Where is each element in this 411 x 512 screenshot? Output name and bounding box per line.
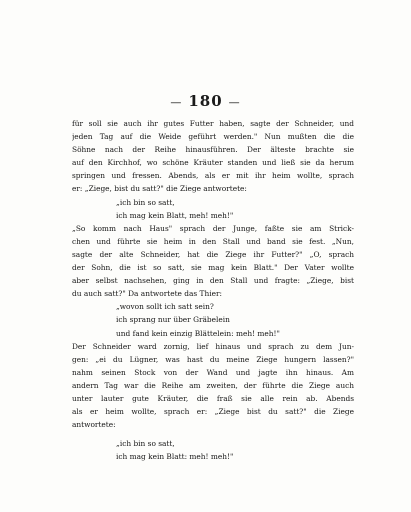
- verse-line: „ich bin so satt,: [116, 197, 175, 207]
- text-line: auf den Kirchhof, wo schöne Kräuter standen und ließ sie da herum: [72, 158, 354, 168]
- verse-line: „wovon sollt ich satt sein?: [116, 302, 214, 312]
- text-line: als er heim wollte, sprach er: „Ziege bist du satt?" die Ziege: [72, 407, 354, 417]
- text-line: springen und fressen. Abends, als er mit ihr heim wollte, sprach: [72, 171, 354, 181]
- text-line: Söhne nach der Reihe hinausführen. Der älteste brachte sie: [72, 145, 354, 155]
- header-dash-left: —: [170, 95, 183, 109]
- text-line: chen und führte sie heim in den Stall und band sie fest. „Nun,: [72, 236, 354, 246]
- text-line: du auch satt?" Da antwortete das Thier:: [72, 289, 222, 299]
- page-number-header: [0, 92, 411, 110]
- verse-line: ich sprang nur über Gräbelein: [116, 315, 230, 325]
- text-line: aber selbst nachsehen, ging in den Stall und fragte: „Ziege, bist: [72, 276, 354, 286]
- page-number: 180: [188, 92, 223, 110]
- text-line: antwortete:: [72, 420, 116, 430]
- text-line: unter lauter gute Kräuter, die fraß sie alle rein ab. Abends: [72, 393, 354, 403]
- text-line: gen: „ei du Lügner, was hast du meine Ziege hungern lassen?": [72, 354, 354, 364]
- verse-line: ich mag kein Blatt: meh! meh!": [116, 452, 234, 462]
- text-line: andern Tag war die Reihe am zweiten, der führte die Ziege auch: [72, 380, 354, 390]
- text-line: Der Schneider ward zornig, lief hinaus und sprach zu dem Jun-: [72, 341, 354, 351]
- text-line: jeden Tag auf die Weide geführt werden." Nun mußten die die: [72, 132, 354, 142]
- text-line: „So komm nach Haus" sprach der Junge, faßte sie am Strick-: [72, 223, 354, 233]
- text-line: der Sohn, die ist so satt, sie mag kein Blatt." Der Vater wollte: [72, 263, 354, 273]
- text-line: sagte der alte Schneider, hat die Ziege ihr Futter?" „O, sprach: [72, 249, 354, 259]
- verse-line: und fand kein einzig Blättelein: meh! meh!": [116, 328, 280, 338]
- verse-line: „ich bin so satt,: [116, 439, 175, 449]
- body-text: [72, 117, 354, 463]
- header-dash-right: —: [228, 95, 241, 109]
- text-line: nahm seinen Stock von der Wand und jagte ihn hinaus. Am: [72, 367, 354, 377]
- text-line: für soll sie auch ihr gutes Futter haben, sagte der Schneider, und: [72, 119, 354, 128]
- verse-line: ich mag kein Blatt, meh! meh!": [116, 210, 234, 220]
- text-line: er: „Ziege, bist du satt?" die Ziege antwortete:: [72, 184, 247, 194]
